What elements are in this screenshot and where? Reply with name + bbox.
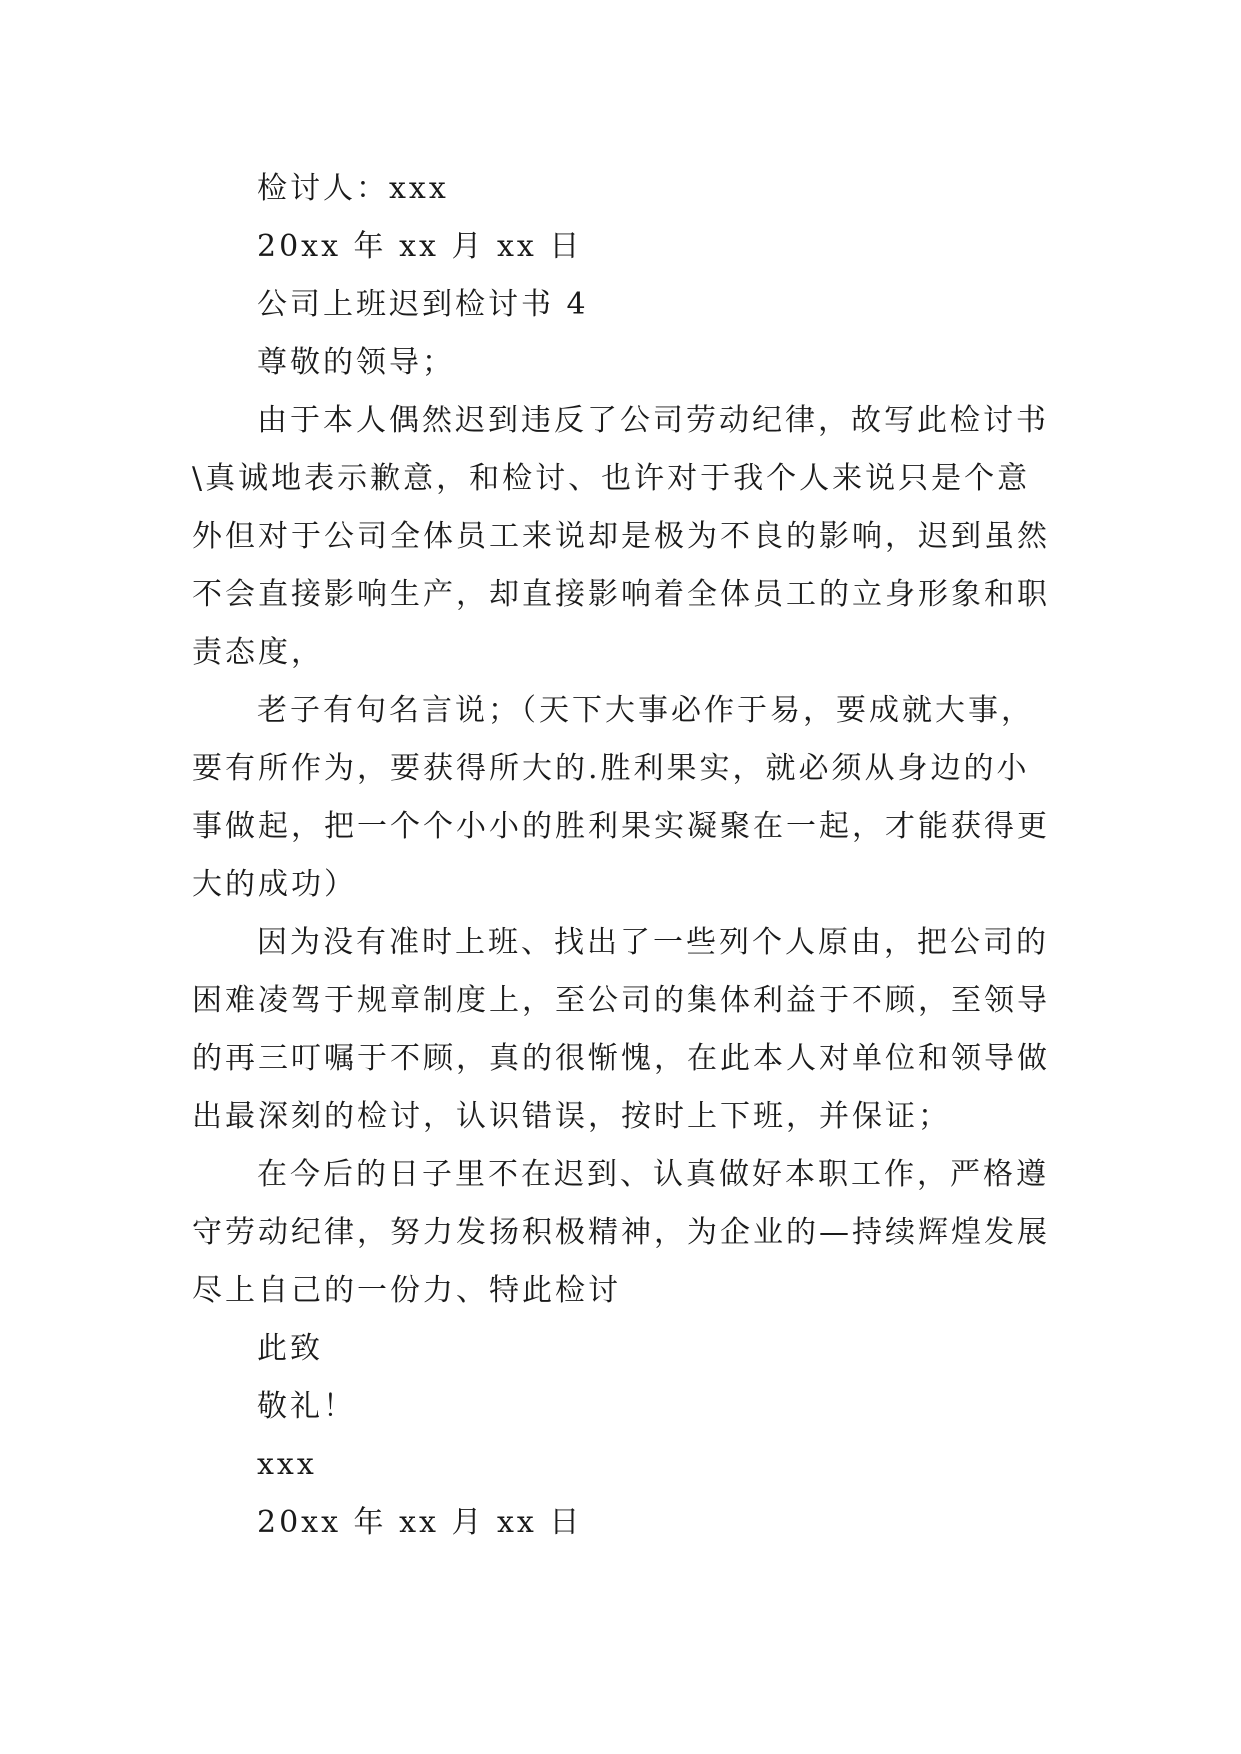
paragraph-line: 出最深刻的检讨，认识错误，按时上下班，并保证； (192, 1099, 951, 1134)
letter-title: 公司上班迟到检讨书 4 (257, 287, 589, 322)
paragraph-line: 外但对于公司全体员工来说却是极为不良的影响，迟到虽然 (192, 519, 1050, 554)
paragraph-line: 事做起，把一个个小小的胜利果实凝聚在一起，才能获得更 (192, 809, 1050, 844)
paragraph-line: 在今后的日子里不在迟到、认真做好本职工作，严格遵 (257, 1157, 1049, 1192)
paragraph-line: 因为没有准时上班、找出了一些列个人原由，把公司的 (257, 925, 1049, 960)
paragraph-line: 由于本人偶然迟到违反了公司劳动纪律，故写此检讨书 (257, 403, 1049, 438)
paragraph-line: 守劳动纪律，努力发扬积极精神，为企业的—持续辉煌发展 (192, 1215, 1050, 1250)
paragraph-line: 责态度， (192, 635, 324, 670)
date-line: 20xx 年 xx 月 xx 日 (257, 229, 583, 264)
paragraph-line: 要有所作为，要获得所大的.胜利果实，就必须从身边的小 (192, 751, 1030, 786)
paragraph-line: 老子有句名言说；（天下大事必作于易，要成就大事， (257, 693, 1034, 728)
salutation: 尊敬的领导； (257, 345, 455, 380)
reviewer-line: 检讨人：xxx (257, 171, 449, 206)
paragraph-line: 困难凌驾于规章制度上，至公司的集体利益于不顾，至领导 (192, 983, 1050, 1018)
paragraph-line: \真诚地表示歉意，和检讨、也许对于我个人来说只是个意 (192, 461, 1031, 496)
paragraph-line: 尽上自己的一份力、特此检讨 (192, 1273, 621, 1308)
closing-line: 此致 (257, 1331, 323, 1366)
signature-name: xxx (257, 1447, 317, 1482)
letter-body (192, 160, 1058, 1552)
closing-regards: 敬礼！ (257, 1389, 356, 1424)
paragraph-line: 不会直接影响生产，却直接影响着全体员工的立身形象和职 (192, 577, 1050, 612)
signature-date: 20xx 年 xx 月 xx 日 (257, 1505, 583, 1540)
paragraph-line: 大的成功） (192, 867, 357, 902)
paragraph-line: 的再三叮嘱于不顾，真的很惭愧，在此本人对单位和领导做 (192, 1041, 1050, 1076)
